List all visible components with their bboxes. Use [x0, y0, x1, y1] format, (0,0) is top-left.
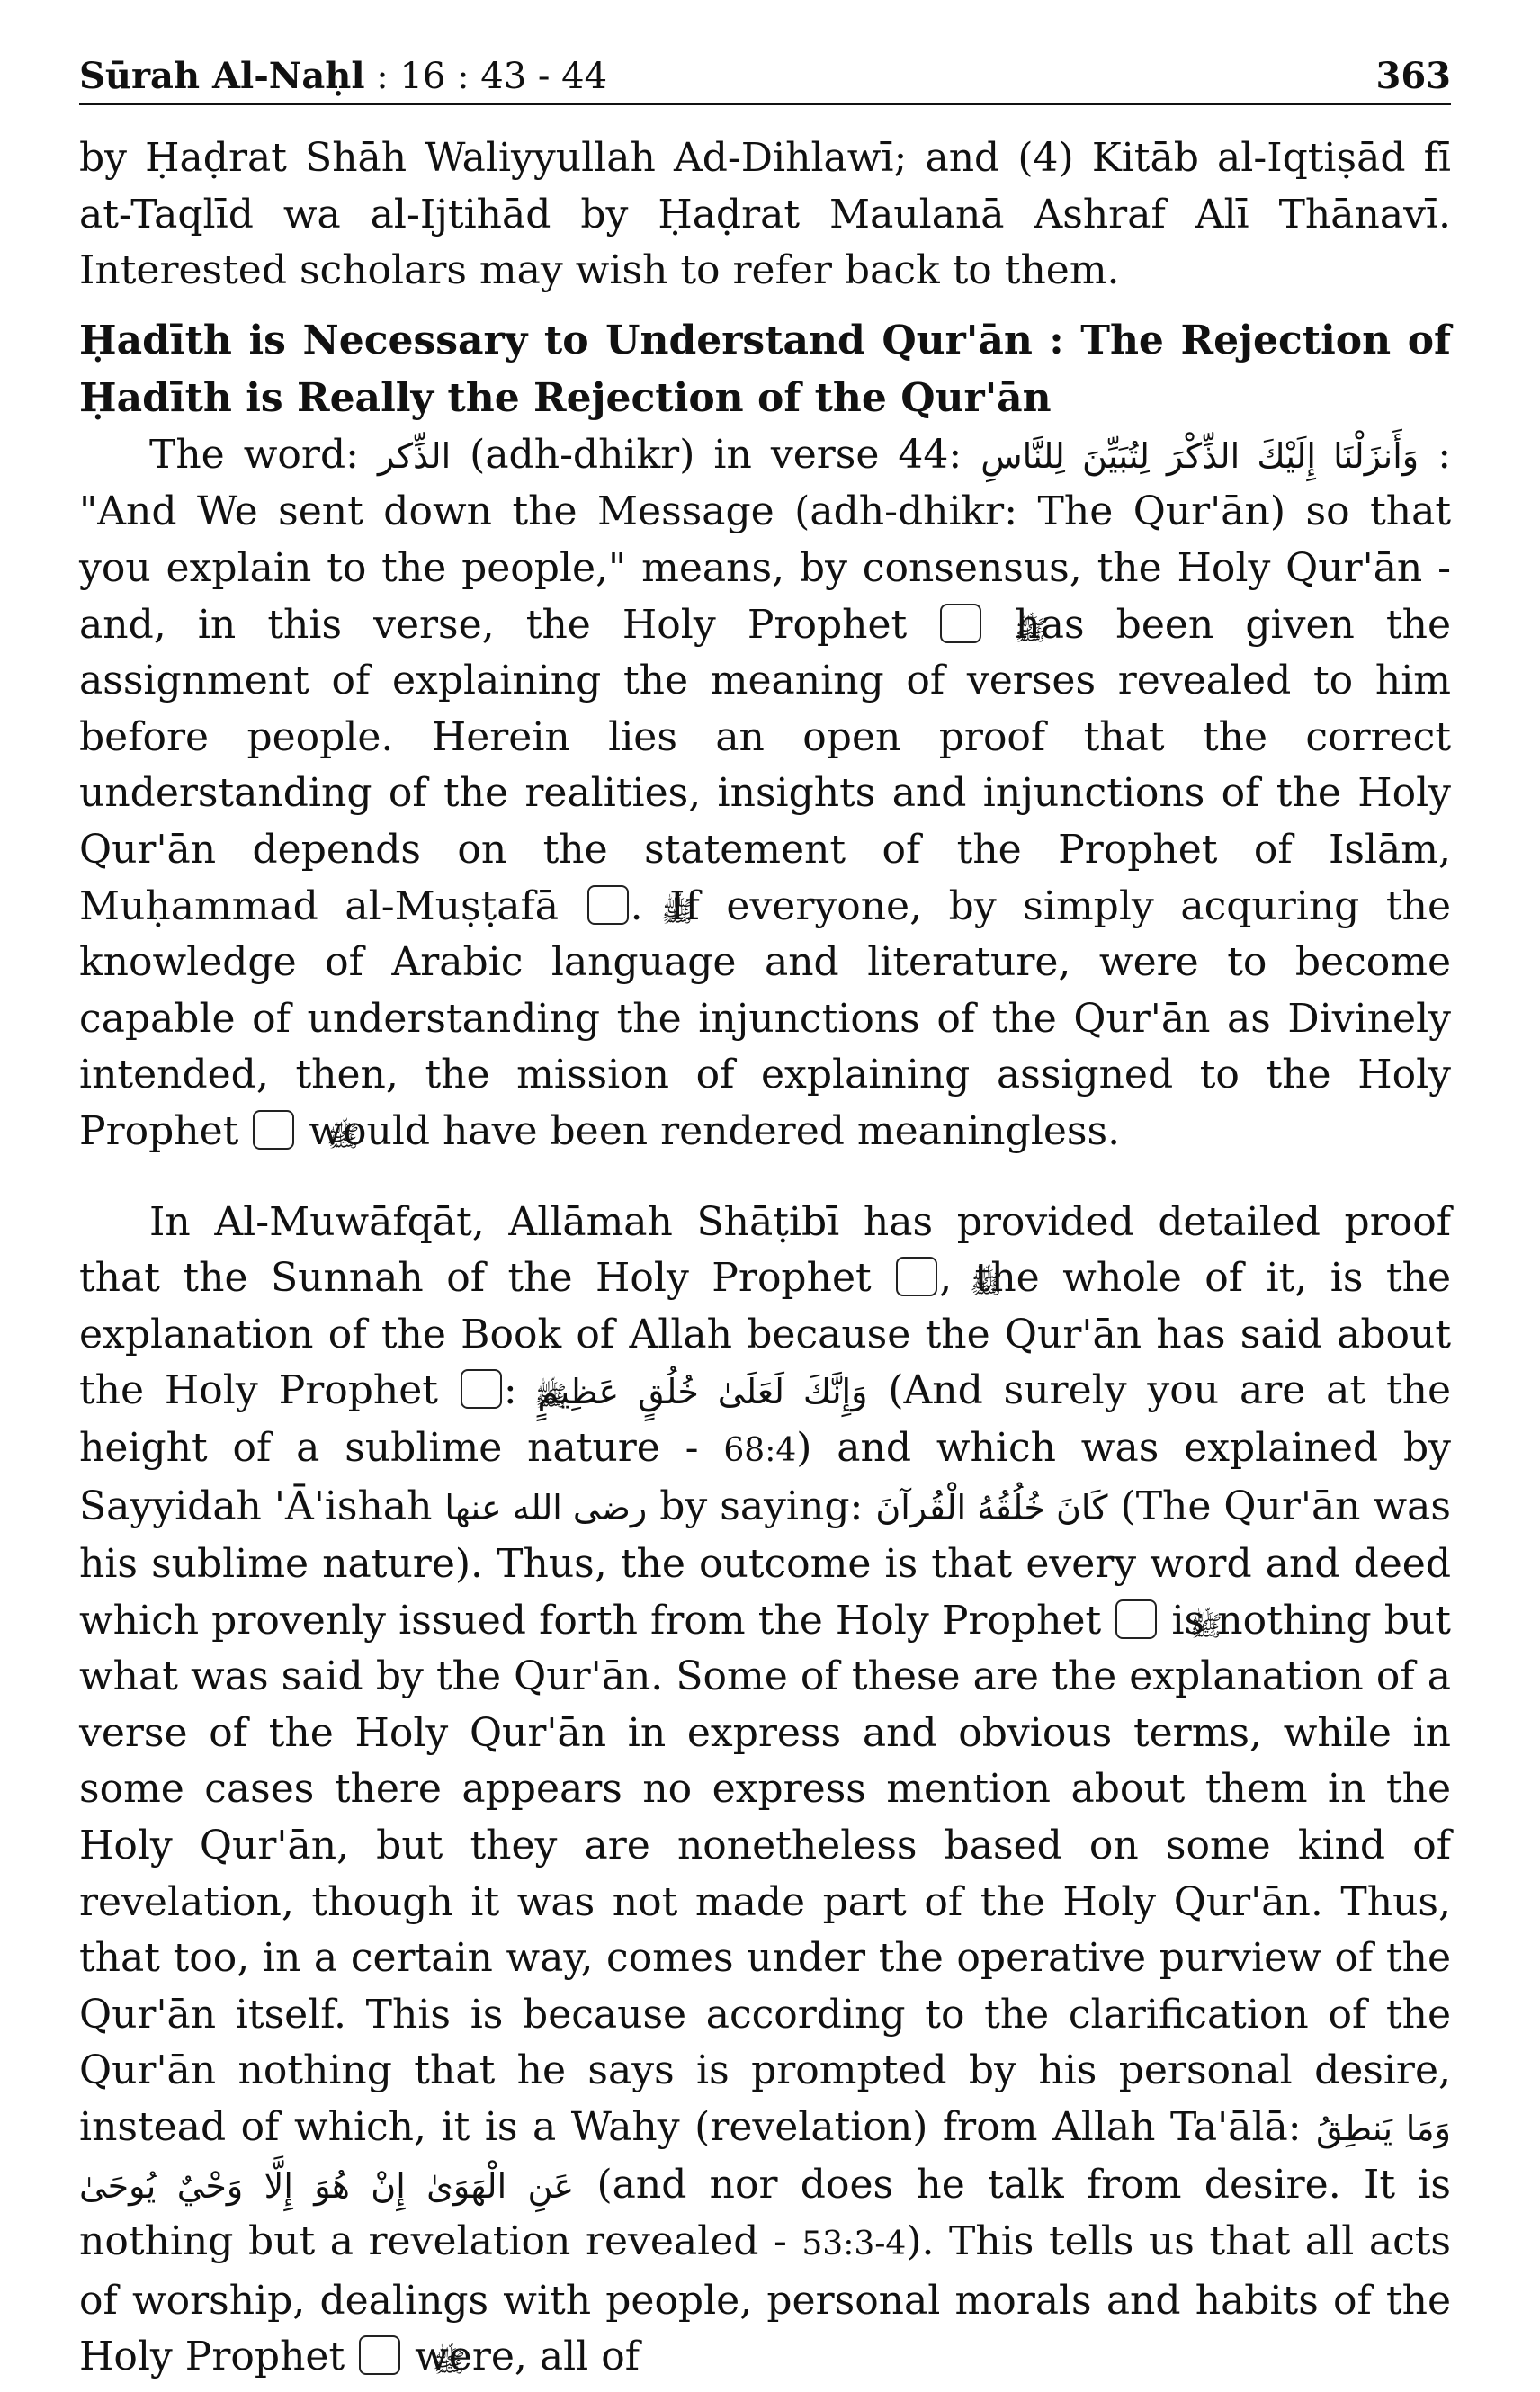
section-heading: Ḥadīth is Necessary to Understand Qur'ān : The Rejection of Ḥadīth is Really the Rejection of the Qur'ān: [79, 317, 1451, 421]
arabic-verse: وَإِنَّكَ لَعَلَىٰ خُلُقٍ عَظِيمٍ: [537, 1372, 868, 1412]
text-run: The word:: [149, 431, 378, 478]
arabic-verse: وَأَنزَلْنَا إِلَيْكَ الذِّكْرَ لِتُبَيِّنَ لِلنَّاسِ: [980, 435, 1419, 476]
salutation-icon: [587, 885, 629, 925]
arabic-phrase: رضى الله عنها: [444, 1488, 648, 1528]
text-run: , the whole of it, is the explanation of the Book of Allah because the Qur'ān has said about the Holy Prophet: [79, 1255, 1451, 1414]
text-run: In Al-Muwāfqāt, Allāmah Shāṭibī has provided detailed proof that the Sunnah of the Holy Prophet: [79, 1198, 1451, 1302]
arabic-phrase: كَانَ خُلُقُهُ الْقُرآنَ: [875, 1488, 1108, 1528]
page: [79, 43, 1451, 2386]
running-header: [79, 43, 1451, 105]
text-run: (And surely you are at the height of a sublime nature -: [79, 1367, 1451, 1471]
text-run: . If everyone, by simply acquring the knowledge of Arabic language and literature, were to become capable of understanding the injunctions of the Qur'ān as Divinely intended, then, the mission of explaining assigned to the Holy Prophet: [79, 882, 1451, 1154]
salutation-icon: [461, 1369, 502, 1409]
paragraph-muwafqat: [79, 1195, 1451, 2386]
verse-reference: 53:3-4: [801, 2226, 907, 2263]
salutation-icon: [896, 1257, 937, 1296]
running-title: [79, 55, 607, 97]
surah-name: Sūrah Al-Naḥl: [79, 55, 365, 97]
text-run: :: [503, 1367, 538, 1414]
arabic-verse: وَمَا يَنطِقُ عَنِ الْهَوَىٰ إِنْ هُوَ إِلَّا وَحْيٌ يُوحَىٰ: [79, 2109, 1451, 2206]
verse-reference: 68:4: [723, 1431, 797, 1469]
salutation-icon: [940, 604, 981, 643]
text-run: has been given the assignment of explaining the meaning of verses revealed to him before people. Herein lies an open proof that the correct understanding of the realities, insights and injunctions of the Holy Qur'ān depends on the statement of the Prophet of Islām, Muḥammad al-Muṣṭafā: [79, 601, 1451, 929]
text-run: were, all of: [402, 2334, 640, 2380]
text-run: would have been rendered meaningless.: [296, 1107, 1121, 1154]
text-run: (The Qur'ān was his sublime nature). Thus, the outcome is that every word and deed which provenly issued forth from the Holy Prophet: [79, 1483, 1451, 1644]
text-run: ) and which was explained by Sayyidah 'Ā'ishah: [79, 1424, 1451, 1530]
salutation-icon: [1115, 1599, 1157, 1639]
text-run: by saying:: [647, 1483, 876, 1530]
page-number: 363: [1375, 55, 1451, 97]
arabic-word: الذِّكر: [377, 435, 452, 476]
paragraph-adh-dhikr: [79, 427, 1451, 1160]
text-run: : "And We sent down the Message (adh-dhikr: The Qur'ān) so that you explain to the people," means, by consensus, the Holy Qur'ān - and, in this verse, the Holy Prophet: [79, 431, 1452, 648]
paragraph-continued: by Ḥaḍrat Shāh Waliyyullah Ad-Dihlawī; and (4) Kitāb al-Iqtiṣād fī at-Taqlīd wa al-Ijtihād by Ḥaḍrat Maulanā Ashraf Alī Thānavī. Interested scholars may wish to refer back to them.: [79, 135, 1451, 294]
text-run: ). This tells us that all acts of worship, dealings with people, personal morals and habits of the Holy Prophet: [79, 2218, 1451, 2380]
salutation-icon: [253, 1110, 294, 1150]
verse-range: : 16 : 43 - 44: [364, 56, 608, 97]
text-run: is nothing but what was said by the Qur'ān. Some of these are the explanation of a verse of the Holy Qur'ān in express and obvious terms, while in some cases there appears no express mention about them in the Holy Qur'ān, but they are nonetheless based on some kind of revelation, though it was not made part of the Holy Qur'ān. Thus, that too, in a certain way, comes under the operative purview of the Qur'ān itself. This is because according to the clarification of the Qur'ān nothing that he says is prompted by his personal desire, instead of which, it is a Wahy (revelation) from Allah Ta'ālā:: [79, 1597, 1451, 2150]
text-run: (and nor does he talk from desire. It is nothing but a revelation revealed -: [79, 2161, 1451, 2265]
salutation-icon: [359, 2335, 400, 2375]
page-body: [79, 130, 1451, 2386]
text-run: (adh-dhikr) in verse 44:: [451, 431, 981, 478]
